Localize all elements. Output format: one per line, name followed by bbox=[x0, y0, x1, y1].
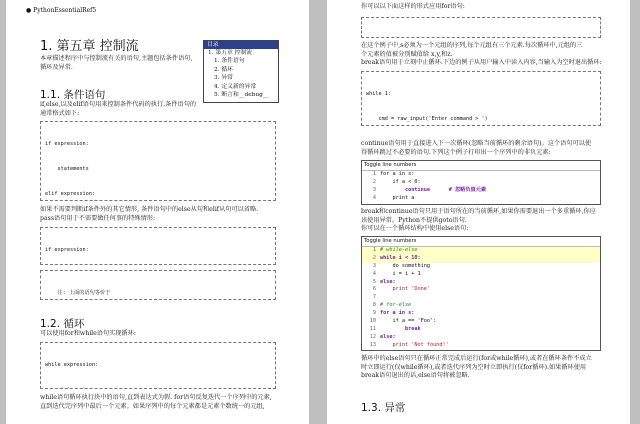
line-number: 2 bbox=[372, 178, 376, 185]
break-paragraph bbox=[361, 42, 602, 68]
line-number: 2 bbox=[372, 254, 376, 261]
loops-intro: 可以使用for和while语句实现循环: bbox=[40, 330, 137, 337]
toggle-line-numbers-link[interactable]: Toggle line numbers bbox=[362, 237, 600, 247]
conditionals-paragraph bbox=[40, 101, 196, 118]
line-number: 4 bbox=[372, 270, 376, 277]
toggle-code-continue bbox=[361, 160, 601, 205]
code-line: statements bbox=[45, 166, 89, 172]
code-line: if a == 'Foo': bbox=[380, 318, 437, 325]
code-block-if-elif bbox=[40, 121, 276, 201]
line-number: 1 bbox=[372, 171, 376, 177]
toc-item-assert-debug[interactable]: 5. 断言和__debug__ bbox=[214, 91, 269, 98]
loop-else-paragraph bbox=[361, 355, 592, 381]
code-line: i = i + 1 bbox=[380, 270, 421, 277]
para-line: 得循环跳过不必要的语句.下列这个例子打印出一个序列中的非负元素: bbox=[361, 148, 551, 156]
code-line: # for-else bbox=[380, 302, 412, 309]
code-line: do something bbox=[380, 262, 430, 269]
code-block-note bbox=[40, 270, 276, 300]
code-line bbox=[45, 386, 271, 389]
toc-item-loops[interactable]: 2. 循环 bbox=[214, 66, 233, 73]
code-line: print 'Done' bbox=[380, 286, 430, 293]
code-line: if expression: bbox=[45, 141, 89, 148]
toggle-code-body bbox=[362, 171, 600, 203]
para-line: if,else,以及elif语句用来控制条件代码的执行.条件语句的 bbox=[40, 101, 197, 108]
line-number: 11 bbox=[369, 325, 376, 332]
intro-paragraph bbox=[40, 55, 192, 72]
line-number: 3 bbox=[372, 262, 376, 269]
para-line: continue语句用于直接进入下一次循环(忽略当前循环的剩余语句)。这个语句可以使 bbox=[361, 140, 592, 147]
toggle-line-numbers-link[interactable]: Toggle line numbers bbox=[362, 161, 600, 171]
para-line: break语句退出的话,else语句将被忽略. bbox=[361, 372, 470, 380]
para-line: 循环中的else语句只在循环正常完成后运行(for或while循环),或者在循环条件不成立 bbox=[361, 355, 592, 362]
line-number: 5 bbox=[372, 278, 376, 285]
para-line: 通常格式如下: bbox=[40, 109, 80, 117]
code-line: print 'Not found!' bbox=[380, 341, 449, 348]
toc-item-new-exceptions[interactable]: 4. 定义新的异常 bbox=[214, 83, 257, 90]
code-line: break bbox=[380, 325, 421, 332]
code-line: else: bbox=[380, 278, 396, 285]
toc-item-chapter[interactable]: 1. 第五章 控制流 bbox=[208, 50, 252, 56]
toggle-code-else bbox=[361, 236, 601, 351]
code-block-break bbox=[361, 71, 601, 126]
para-line: 你可以在一个循环结构中使用else语句: bbox=[361, 225, 469, 233]
chapter-title: 1. 第五章 控制流 bbox=[40, 39, 139, 54]
code-line: print a bbox=[380, 194, 415, 201]
code-line: if a < 0: bbox=[380, 178, 421, 185]
code-line: # while-else bbox=[380, 247, 418, 253]
while-for-paragraph bbox=[40, 394, 272, 411]
para-line: 时立即运行(仅while循环),或者迭代序列为空时立即执行(仅for循环).如果循环使用 bbox=[361, 363, 587, 371]
para-line: break语句用于立刻中止循环.下边的例子从用户输入中读入内容,当输入为空时退出循环: bbox=[361, 59, 602, 67]
para-line: 个元素的值被分别赋值给 x,y,和z. bbox=[361, 50, 453, 58]
intro-line: 循环及异常. bbox=[40, 63, 73, 71]
para-line: 如果不需要判断if条件外的其它情形, 条件语句中的else从句和elif从句可以省略. bbox=[40, 206, 259, 213]
for-tuple-intro: 你可以以下面这样的形式应用for语句: bbox=[361, 3, 465, 10]
line-number: 3 bbox=[372, 186, 376, 193]
code-line: else: bbox=[380, 333, 396, 340]
para-line: 该使用异常。Python不提供goto语句. bbox=[361, 216, 467, 224]
toc-item-conditionals[interactable]: 1. 条件语句 bbox=[214, 58, 245, 65]
line-number: 13 bbox=[369, 341, 376, 348]
code-line: for a in s: bbox=[380, 310, 415, 317]
line-number: 12 bbox=[369, 333, 376, 340]
code-line: elif expression: bbox=[45, 190, 95, 197]
section-title-conditionals: 1.1. 条件语句 bbox=[40, 89, 106, 101]
break-continue-paragraph bbox=[361, 208, 596, 234]
section-title-loops: 1.2. 循环 bbox=[40, 318, 85, 330]
line-number: 6 bbox=[372, 286, 376, 293]
code-line: while i < 10: bbox=[380, 254, 421, 261]
code-line bbox=[366, 36, 596, 38]
line-number: 10 bbox=[369, 318, 376, 325]
code-line: continue # 忽略负值元素 bbox=[380, 186, 487, 193]
code-block-for-tuple bbox=[361, 17, 601, 38]
section-title-exceptions: 1.3. 异常 bbox=[361, 402, 406, 414]
line-number: 7 bbox=[372, 294, 376, 301]
code-line: 注: 上面的语句等价于 bbox=[45, 290, 111, 297]
header-bullet-text: PythonEssentialRef5 bbox=[33, 7, 97, 14]
code-line: while expression: bbox=[45, 362, 99, 369]
table-of-contents bbox=[203, 40, 279, 103]
line-number: 8 bbox=[372, 302, 376, 309]
para-line: 在这个例子中,s必须为一个元组的序列,每个元组有三个元素.每次循环中,元组的三 bbox=[361, 42, 583, 49]
para-line: pass语句用于不需要做任何事的特殊情形: bbox=[40, 214, 156, 222]
toggle-code-body bbox=[362, 247, 600, 350]
intro-line: 本章描述程序中与控制流有关的语句,主题包括条件语句, bbox=[40, 55, 193, 62]
line-number: 9 bbox=[372, 310, 376, 317]
toc-item-exceptions[interactable]: 3. 异常 bbox=[214, 75, 233, 82]
continue-paragraph bbox=[361, 140, 591, 157]
code-line: while 1: bbox=[366, 91, 391, 98]
line-number: 1 bbox=[372, 247, 376, 253]
code-block-while-for bbox=[40, 342, 276, 389]
para-line: while语句循环执行块中的语句,直到表达式为假. for语句反复迭代一个序列中的元素, bbox=[40, 394, 272, 401]
left-page bbox=[6, 0, 309, 424]
code-line: cmd = raw_input('Enter command > ') bbox=[366, 116, 488, 122]
right-page bbox=[327, 0, 630, 424]
code-line: if expression: bbox=[45, 247, 89, 254]
line-number: 4 bbox=[372, 194, 376, 201]
header-bullet: ● PythonEssentialRef5 bbox=[26, 7, 97, 14]
code-line: for a in s: bbox=[380, 171, 415, 177]
para-line: 直到迭代完序列中最后一个元素。如果序列中的每个元素都是元素个数统一的元组, bbox=[40, 402, 265, 410]
para-line: break和continue语句只用于语句所在的当前循环,如果你需要退出一个多重循环,你应 bbox=[361, 208, 596, 215]
pass-paragraph bbox=[40, 206, 258, 223]
code-block-pass bbox=[40, 227, 276, 265]
toc-title: 目录 bbox=[204, 41, 278, 49]
